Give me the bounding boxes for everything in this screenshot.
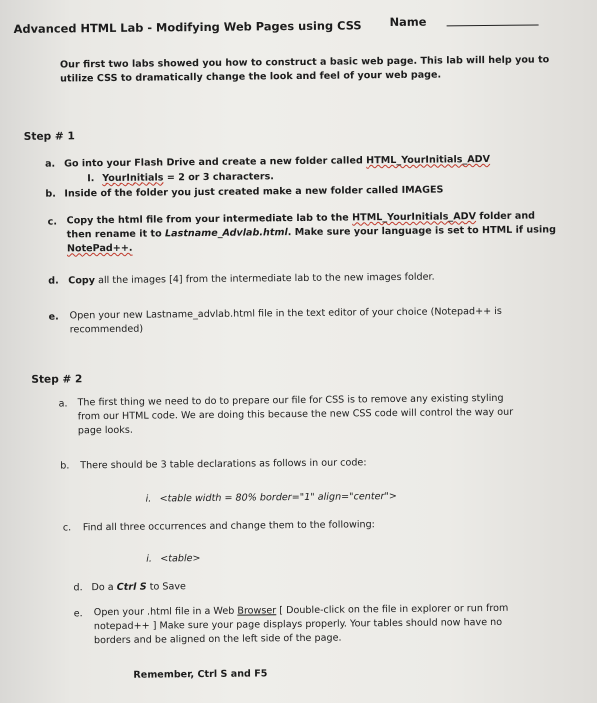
step1-a-marker: a. xyxy=(44,158,56,170)
step1-c-marker: c. xyxy=(47,216,58,228)
name-label: Name xyxy=(389,14,427,30)
step1-d-text: Copy all the images [4] from the intermediate lab to the new images folder. xyxy=(68,271,435,287)
step1-d-marker: d. xyxy=(48,275,59,287)
step2-a-line-2: from our HTML code. We are doing this because the new CSS code will control the way our xyxy=(77,406,514,423)
step2-b-i-marker: i. xyxy=(145,493,152,505)
step2-d-marker: d. xyxy=(73,582,83,594)
step2-e-line-1: Open your .html file in a Web Browser [ Double-click on the file in explorer or run from xyxy=(93,602,509,619)
step-2-heading: Step # 2 xyxy=(31,373,83,386)
code-table-declaration: <table width = 80% border="1" align="center"> xyxy=(159,490,397,505)
step2-a-line-1: The first thing we need to do to prepare our file for CSS is to remove any existing styling xyxy=(77,392,504,409)
step2-c-i-marker: i. xyxy=(146,553,152,565)
intro-line-2: utilize CSS to dramatically change the look and feel of your web page. xyxy=(60,69,442,85)
step2-e-line-3: borders and be aligned on the left side of the page. xyxy=(93,632,342,647)
step2-e-line-2: notepad++ ] Make sure your page displays properly. Your tables should now have no xyxy=(93,616,503,633)
step1-c-line-3: NotePad++. xyxy=(66,242,133,255)
step2-e-marker: e. xyxy=(73,608,83,620)
folder-name-html-adv: HTML_YourInitials_ADV xyxy=(366,153,491,167)
code-table-replacement: <table> xyxy=(160,553,201,565)
name-blank-line xyxy=(447,24,539,26)
intro-line-1: Our first two labs showed you how to construct a basic web page. This lab will help you to xyxy=(59,54,550,71)
step-1-heading: Step # 1 xyxy=(23,130,75,143)
step1-b-text: Inside of the folder you just created make a new folder called IMAGES xyxy=(64,184,444,200)
step1-c-line-2: then rename it to Lastname_Advlab.html. Make sure your language is set to HTML if using xyxy=(66,224,556,241)
step2-b-marker: b. xyxy=(60,460,70,472)
step2-a-marker: a. xyxy=(58,398,68,410)
step2-c-marker: c. xyxy=(62,522,72,534)
step1-e-marker: e. xyxy=(48,311,59,323)
step1-b-marker: b. xyxy=(45,188,56,200)
step1-c-line-1: Copy the html file from your intermediate lab to the HTML_YourInitials_ADV folder and xyxy=(66,210,536,227)
step1-a-i-marker: I. xyxy=(87,173,95,185)
step2-c-text: Find all three occurrences and change them to the following: xyxy=(82,519,375,534)
step1-e-line-1: Open your new Lastname_advlab.html file in the text editor of your choice (Notepad++ is xyxy=(69,305,502,322)
shortcut-ctrl-s: Ctrl S xyxy=(116,581,147,593)
filename-lastname-advlab: Lastname_Advlab.html xyxy=(164,227,288,240)
remember-note: Remember, Ctrl S and F5 xyxy=(133,668,268,681)
step2-a-line-3: page looks. xyxy=(77,424,133,437)
browser-word: Browser xyxy=(237,605,277,617)
step1-a-i-text: YourInitials = 2 or 3 characters. xyxy=(102,171,274,185)
step1-e-line-2: recommended) xyxy=(69,323,144,336)
step1-a-text: Go into your Flash Drive and create a new folder called HTML_YourInitials_ADV xyxy=(63,153,491,170)
document-title: Advanced HTML Lab - Modifying Web Pages using CSS xyxy=(13,18,362,36)
step2-b-text: There should be 3 table declarations as follows in our code: xyxy=(80,457,367,472)
step2-d-text: Do a Ctrl S to Save xyxy=(91,581,186,594)
folder-name-images: IMAGES xyxy=(401,184,444,196)
